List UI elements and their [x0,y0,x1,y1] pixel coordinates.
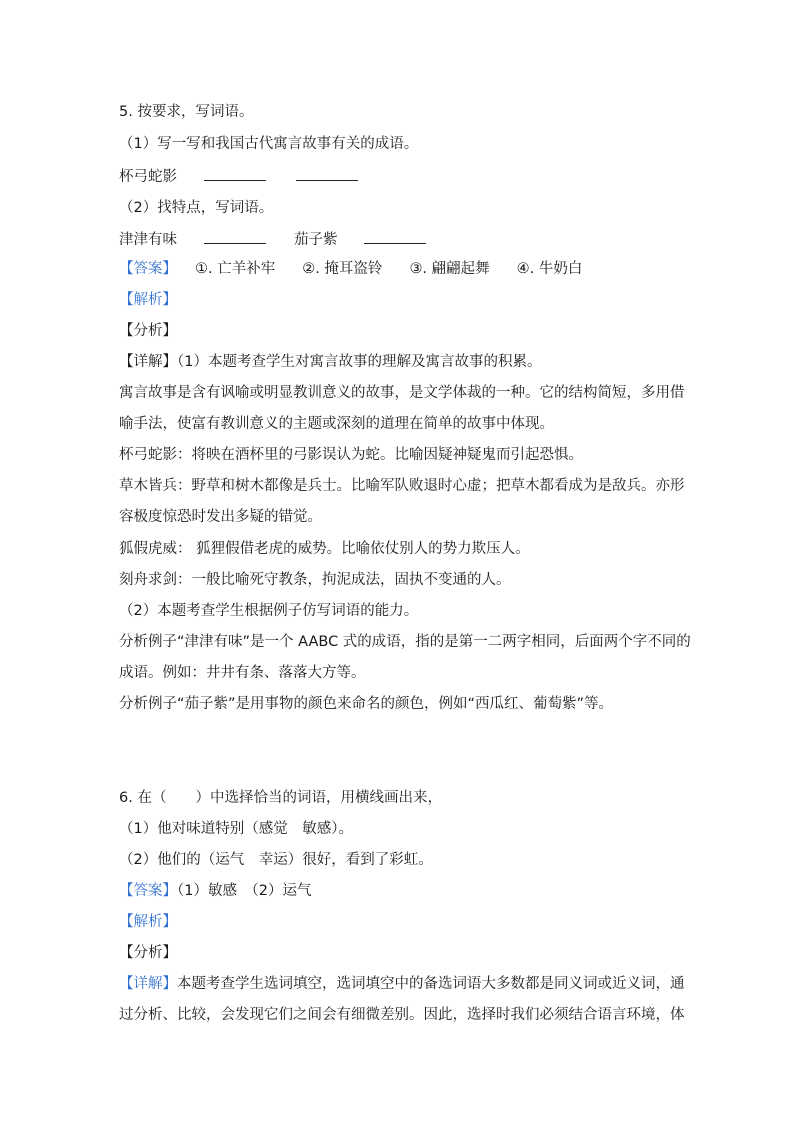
jiexi-tag: 【解析】 [119,914,177,930]
answer-tag: 【答案】 [119,261,177,277]
detail-tag: 【详解】 [119,976,177,992]
q5-word-a: 津津有味 [119,232,177,248]
answer-blank-3 [204,229,266,244]
q6-answer-row [119,881,311,901]
detail-text: （1）本题考查学生对寓言故事的理解及寓言故事的积累。 [177,354,542,370]
answer-blank-2 [296,166,358,181]
fenxi-tag: 【分析】 [119,323,177,339]
paragraph-line: 刻舟求剑：一般比喻死守教条，拘泥成法，固执不变通的人。 [119,572,511,588]
answer-blank-4 [364,229,426,244]
detail-row [119,352,541,372]
jiexi-tag: 【解析】 [119,292,177,308]
q5-word-b: 茄子紫 [294,232,338,248]
detail-tag: 【详解】 [119,354,177,370]
answer-text: （1）敏感 （2）运气 [177,883,312,899]
paragraph-line: （2）本题考查学生根据例子仿写词语的能力。 [119,603,419,619]
q5-word-row [119,229,426,249]
detail-row [119,974,685,994]
detail-text: 本题考查学生选词填空，选词填空中的备选词语大多数都是同义词或近义词，通 [177,976,685,992]
paragraph-line: 分析例子“津津有味”是一个 AABC 式的成语，指的是第一二两字相同，后面两个字不同的 [119,634,691,650]
answer-item: ②. 掩耳盗铃 [302,261,383,277]
paragraph-line: 分析例子“茄子紫”是用事物的颜色来命名的颜色，例如“西瓜红、葡萄紫”等。 [119,696,614,712]
paragraph-line: 喻手法，使富有教训意义的主题或深刻的道理在简单的故事中体现。 [119,416,554,432]
fenxi-tag: 【分析】 [119,945,177,961]
answer-item: ④. 牛奶白 [516,261,583,277]
paragraph-line: 容极度惊恐时发出多疑的错觉。 [119,509,322,525]
q6-sentence-1: （1）他对味道特别（感觉 敏感）。 [119,821,353,837]
q5-answer-row [119,259,582,279]
answer-item: ①. 亡羊补牢 [195,261,276,277]
answer-blank-1 [204,166,266,181]
paragraph-line: 过分析、比较，会发现它们之间会有细微差别。因此，选择时我们必须结合语言环境，体 [119,1007,685,1023]
paragraph-line: 草木皆兵：野草和树木都像是兵士。比喻军队败退时心虚；把草木都看成为是敌兵。亦形 [119,478,685,494]
q5-idiom1: 杯弓蛇影 [119,169,177,185]
q5-idiom-row [119,166,358,186]
answer-item: ③. 翩翩起舞 [409,261,490,277]
paragraph-line: 寓言故事是含有讽喻或明显教训意义的故事，是文学体裁的一种。它的结构简短，多用借 [119,385,685,401]
q5-part2: （2）找特点，写词语。 [119,200,274,216]
paragraph-line: 成语。例如：井井有条、落落大方等。 [119,665,366,681]
answer-tag: 【答案】 [119,883,177,899]
q5-title: 5. 按要求，写词语。 [119,104,254,120]
paragraph-line: 狐假虎威： 狐狸假借老虎的威势。比喻依仗别人的势力欺压人。 [119,541,530,557]
q5-part1: （1）写一写和我国古代寓言故事有关的成语。 [119,136,419,152]
q6-title: 6. 在（ ）中选择恰当的词语，用横线画出来， [119,790,442,806]
q6-sentence-2: （2）他们的（运气 幸运）很好，看到了彩虹。 [119,852,433,868]
paragraph-line: 杯弓蛇影：将映在酒杯里的弓影误认为蛇。比喻因疑神疑鬼而引起恐惧。 [119,447,583,463]
